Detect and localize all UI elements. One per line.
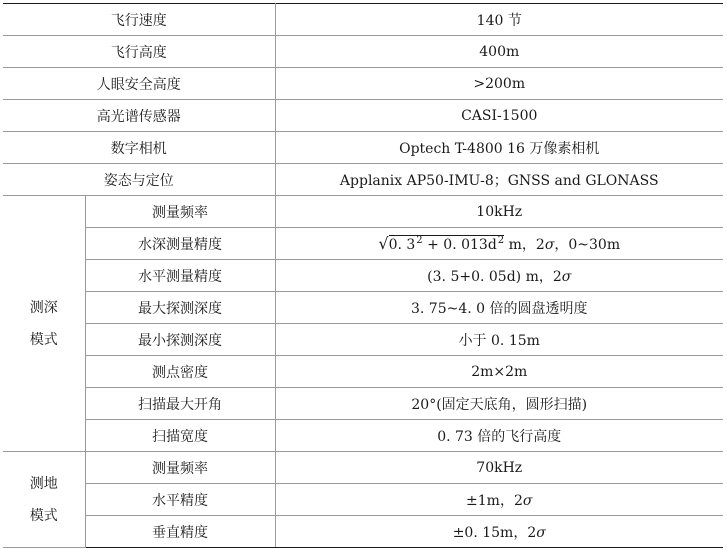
sigma-symbol: σ <box>536 524 546 541</box>
value-cell-formula <box>275 484 723 516</box>
value-cell: 400m <box>275 36 723 68</box>
value-cell-formula <box>275 516 723 548</box>
table-row <box>3 452 723 484</box>
table-row <box>3 36 723 68</box>
value-cell: 小于 0. 15m <box>275 324 723 356</box>
table-row <box>3 516 723 548</box>
param-cell: 姿态与定位 <box>3 164 275 196</box>
group-label-bathy <box>3 196 85 452</box>
param-cell: 扫描宽度 <box>85 420 275 452</box>
value-cell: CASI-1500 <box>275 100 723 132</box>
formula-part: 0. 3 <box>388 236 416 253</box>
spec-table <box>3 3 723 548</box>
param-cell: 测量频率 <box>85 196 275 228</box>
table-row <box>3 228 723 260</box>
table-row <box>3 292 723 324</box>
value-cell: Optech T-4800 16 万像素相机 <box>275 132 723 164</box>
value-cell: Applanix AP50-IMU-8；GNSS and GLONASS <box>275 164 723 196</box>
table-row <box>3 196 723 228</box>
group-label-line: 测深 <box>29 299 58 316</box>
table-row <box>3 356 723 388</box>
sigma-symbol: σ <box>522 492 533 509</box>
radicand <box>389 235 505 253</box>
value-cell: 0. 73 倍的飞行高度 <box>275 420 723 452</box>
param-cell: 测点密度 <box>85 356 275 388</box>
formula-part: (3. 5+0. 05d) m，2 <box>427 268 562 285</box>
value-cell: 3. 75~4. 0 倍的圆盘透明度 <box>275 292 723 324</box>
superscript: 2 <box>497 234 505 246</box>
table-row <box>3 260 723 292</box>
table-row <box>3 324 723 356</box>
table-row <box>3 388 723 420</box>
value-cell: 20°(固定天底角，圆形扫描) <box>275 388 723 420</box>
param-cell: 测量频率 <box>85 452 275 484</box>
param-cell: 扫描最大开角 <box>85 388 275 420</box>
group-label-line: 模式 <box>29 507 58 524</box>
param-cell: 水平精度 <box>85 484 275 516</box>
value-cell: 70kHz <box>275 452 723 484</box>
sigma-symbol: σ <box>561 268 572 285</box>
table-row <box>3 484 723 516</box>
superscript: 2 <box>416 234 423 246</box>
formula-part: ，0~30m <box>554 236 621 253</box>
formula-part: ±0. 15m，2 <box>452 524 537 541</box>
formula-part: + 0. 013d <box>422 236 497 253</box>
param-cell: 最大探测深度 <box>85 292 275 324</box>
table-row <box>3 164 723 196</box>
formula-part: ±1m，2 <box>466 492 523 509</box>
param-cell: 最小探测深度 <box>85 324 275 356</box>
value-cell-formula <box>275 228 723 260</box>
value-cell: 140 节 <box>275 4 723 36</box>
param-cell: 飞行高度 <box>3 36 275 68</box>
value-cell: >200m <box>275 68 723 100</box>
table-row <box>3 68 723 100</box>
param-cell: 水深测量精度 <box>85 228 275 260</box>
table-row <box>3 100 723 132</box>
value-cell-formula <box>275 260 723 292</box>
sigma-symbol: σ <box>544 236 555 253</box>
radical-sign: √ <box>378 233 389 253</box>
value-cell: 2m×2m <box>275 356 723 388</box>
param-cell: 人眼安全高度 <box>3 68 275 100</box>
param-cell: 水平测量精度 <box>85 260 275 292</box>
param-cell: 数字相机 <box>3 132 275 164</box>
group-label-line: 测地 <box>29 475 58 492</box>
formula-part: m，2 <box>504 236 545 253</box>
table-row <box>3 132 723 164</box>
group-label-topo <box>3 452 85 548</box>
value-cell: 10kHz <box>275 196 723 228</box>
group-label-line: 模式 <box>29 331 58 348</box>
table-row <box>3 4 723 36</box>
table-row <box>3 420 723 452</box>
param-cell: 飞行速度 <box>3 4 275 36</box>
param-cell: 垂直精度 <box>85 516 275 548</box>
param-cell: 高光谱传感器 <box>3 100 275 132</box>
